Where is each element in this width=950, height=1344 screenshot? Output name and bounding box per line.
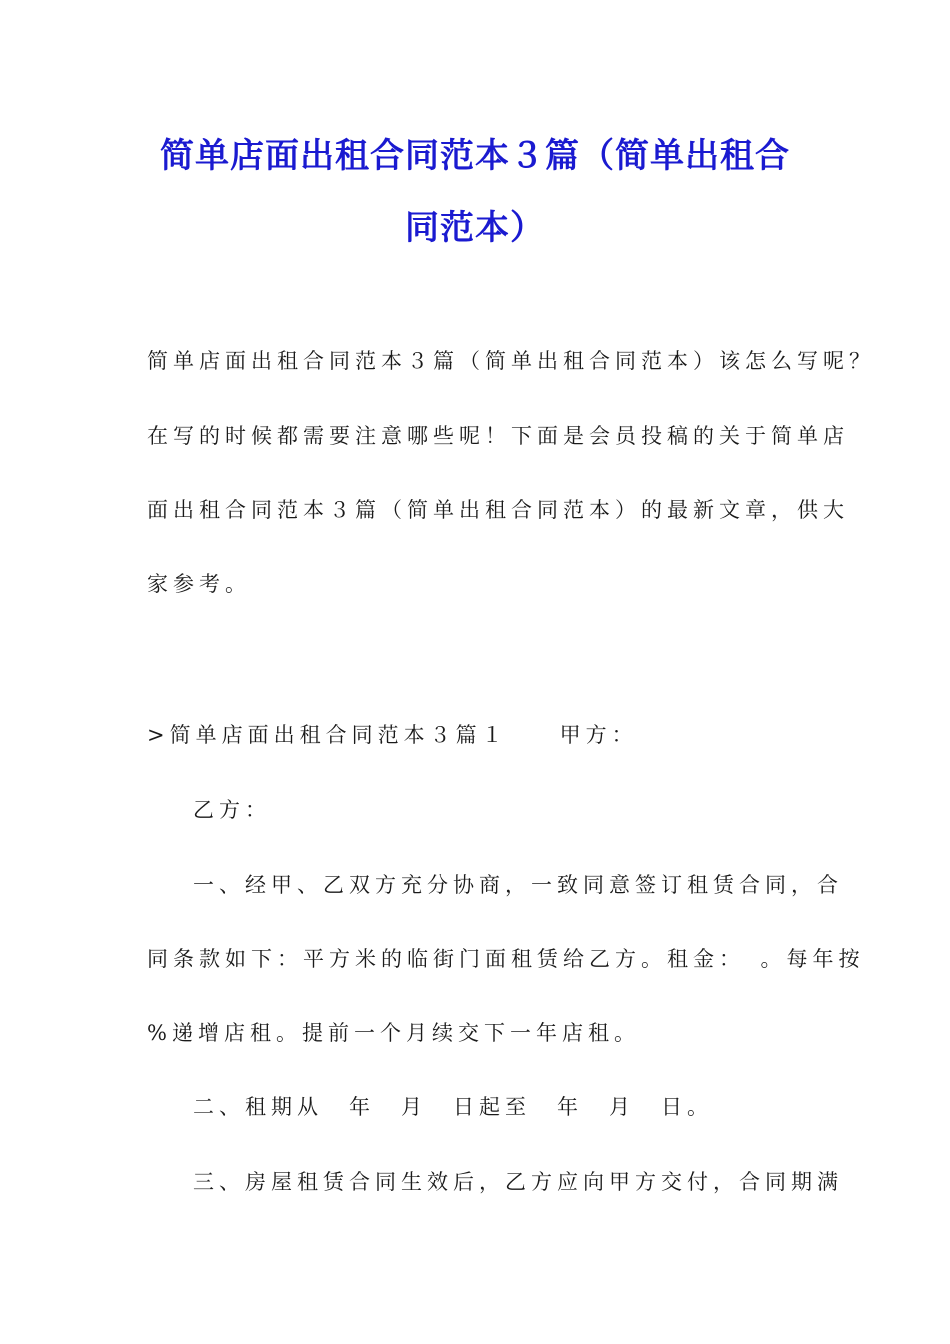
intro-line-2: 在写的时候都需要注意哪些呢！下面是会员投稿的关于简单店 [147, 424, 849, 448]
party-b-line: 乙方： [193, 798, 271, 822]
clause-1-line-1: 一、经甲、乙双方充分协商，一致同意签订租赁合同，合 [193, 873, 843, 897]
section-heading: >简单店面出租合同范本３篇１ 甲方： [147, 723, 638, 747]
intro-line-1: 简单店面出租合同范本３篇（简单出租合同范本）该怎么写呢？ [147, 349, 875, 373]
document-title-line-1: 简单店面出租合同范本３篇（简单出租合 [160, 136, 790, 176]
intro-line-4: 家参考。 [147, 572, 251, 596]
clause-1-line-2: 同条款如下：平方米的临街门面租赁给乙方。租金： 。每年按 [147, 947, 865, 971]
clause-3-line: 三、房屋租赁合同生效后，乙方应向甲方交付，合同期满 [193, 1170, 843, 1194]
clause-1-line-3: %递增店租。提前一个月续交下一年店租。 [147, 1021, 640, 1045]
document-title-line-2: 同范本） [405, 208, 545, 248]
clause-2-line: 二、租期从 年 月 日起至 年 月 日。 [193, 1095, 713, 1119]
intro-line-3: 面出租合同范本３篇（简单出租合同范本）的最新文章，供大 [147, 498, 849, 522]
